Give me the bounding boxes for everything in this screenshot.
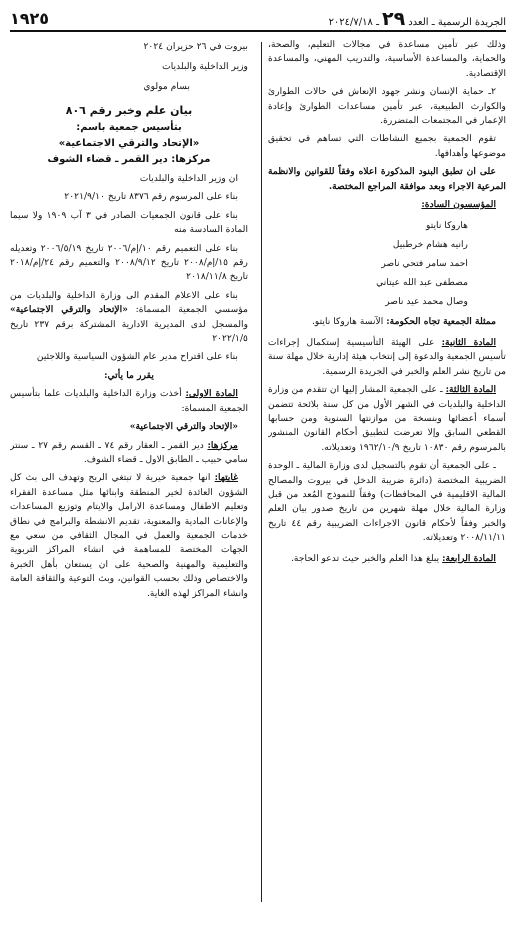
- paragraph: بناء على التعميم رقم ١٠/إم/٢٠٠٦ تاريخ ٢٠٠٦/٥/١٩ وتعديله رقم ١٥/إم/٢٠٠٨ تاريخ ٢٠٠٨/٩/١٢ والتعميم رقم ٢٤/إم/٢٠١٨ تاريخ ٢٠١٨/١١/٨: [10, 242, 248, 283]
- gov-rep-name: الآنسة هاروكا نايتو.: [311, 316, 384, 328]
- hq-text: دير القمر ـ العقار رقم ٧٤ ـ القسم رقم ٢٧ ـ سنتر سامي حبيب ـ الطابق الاول ـ قضاء الشوف.: [10, 439, 248, 465]
- header-date: ـ ٢٠٢٤/٧/١٨: [328, 17, 380, 28]
- issue-number: ٢٩: [382, 8, 406, 30]
- article-2: [268, 336, 506, 379]
- paragraph: بناء على اقتراح مدير عام الشؤون السياسية واللاجئين: [36, 351, 238, 363]
- association-name-inline: «الإتحاد والترقي الاجتماعية»: [129, 421, 238, 433]
- list-item: هاروكا نايتو: [425, 220, 468, 232]
- article-label: المادة الثالثة:: [445, 384, 496, 396]
- text: والمسجل لدى المديرية الادارية المشتركة برقم ٢٣٧ تاريخ ٢٠٢٢/١/٥: [10, 318, 248, 345]
- paragraph: تقوم الجمعية بجميع النشاطات التي تساهم في تحقيق موضوعها وأهدافها.: [268, 133, 506, 159]
- article-text: يبلغ هذا العلم والخبر حيث تدعو الحاجة.: [291, 552, 440, 564]
- paragraph: ٢ـ حماية الإنسان ونشر جهود الإنعاش في حالات الطوارئ والكوارث الطبيعية، عبر تأمين مساعدات الطوارئ وإعادة الإعمار في المجتمعات المتضررة.: [268, 86, 506, 127]
- hq-paragraph: [10, 439, 248, 468]
- goal-text: انها جمعية خيرية لا تبتغي الربح وتهدف الى بث كل الشؤون العائدة لخير المنطقة وابنائها مثل مساعدة الفقراء وتعليم الاطفال ومساعدة الارامل والايتام وتوزيع المساعدات والإعانات المادية والمعنوية، تقديم الانشطة والبرامج في نطاق خدمات الجمعية والعمل في المجال الثقافي من سعي مع الجهات المختصة للمساهمة في انشاء المراكز التربوية والتعليمية والمهنية والصحية على ان يستعان بأهل الخبرة والاختصاص وذلك بحسب القوانين، وبث التوعية والثقافة العامة وانشاء المراكز لهذه الغاية.: [10, 472, 248, 599]
- text: بناء على الاعلام المقدم الى وزارة الداخلية والبلديات من مؤسسي الجمعية المسماة:: [10, 289, 248, 316]
- article-text: على الهيئة التأسيسية إستكمال إجراءات تأسيس الجمعية والدعوة إلى إنتخاب هيئة إدارية خلال مهلة سنة من تاريخ نشر العلم والخبر في الجريدة الرسمية.: [268, 336, 506, 377]
- article-4: [268, 552, 506, 566]
- declaration-title: بيان علم وخبر رقم ٨٠٦: [65, 104, 193, 117]
- gov-rep: [268, 315, 506, 329]
- header-title-block: [329, 10, 506, 28]
- paragraph: بناء على قانون الجمعيات الصادر في ٣ آب ١٩٠٩ ولا سيما المادة السادسة منه: [10, 209, 248, 236]
- list-item: وصال محمد عيد ناصر: [385, 296, 468, 308]
- columns: [10, 38, 506, 928]
- article-label: المادة الثانية:: [441, 336, 497, 348]
- paragraph: [10, 289, 248, 347]
- founders-list: [268, 216, 506, 311]
- declaration-subtitle: بتأسيس جمعية باسم:: [76, 122, 182, 133]
- gov-rep-label: ممثلة الجمعية تجاه الحكومة:: [386, 316, 496, 328]
- article-label: المادة الاولى:: [185, 388, 238, 400]
- minister-name: بسام مولوي: [143, 81, 190, 92]
- paragraph: بناء على المرسوم رقم ٨٣٧٦ تاريخ ٢٠٢١/٩/١٠: [64, 191, 238, 203]
- article-3: [268, 383, 506, 455]
- association-name: «الإتحاد والترقي الاجتماعية»: [58, 138, 200, 149]
- article-label: المادة الرابعة:: [442, 552, 496, 564]
- paragraph: ان وزير الداخلية والبلديات: [139, 173, 238, 184]
- signature-block: [10, 38, 248, 95]
- decides: يقرر ما يأتي:: [104, 369, 154, 381]
- column-divider: [261, 42, 262, 902]
- founders-title: المؤسسون السادة:: [421, 199, 496, 211]
- association-name-inline: «الإتحاد والترقي الاجتماعية»: [10, 304, 128, 316]
- right-column: [268, 38, 506, 928]
- paragraph: وذلك عبر تأمين مساعدة في مجالات التعليم، والصحة، والحماية، والمساعدة الأساسية، والتدريب المهني، والمساعدة الإقتصادية.: [268, 39, 506, 79]
- hq-label: مركزها:: [207, 439, 238, 451]
- minister-title: وزير الداخلية والبلديات: [162, 61, 248, 72]
- article-3-cont: ـ على الجمعية أن تقوم بالتسجيل لدى وزارة المالية ـ الوحدة الضريبية المختصة (دائرة ضريبة الدخل في بيروت والمصالح المالية الاقليمية في المحافظات) وفقاً للنموذج المُعد من قبل وزارة المالية خلال مهلة شهرين من تاريخ صدور بيان العلم والخبر وفقاً لأحكام قانون الاجراءات الضريبية رقم ٤٤ تاريخ ٢٠٠٨/١١/١١ وتعديلاته.: [268, 460, 506, 544]
- list-item: مصطفى عبد الله عيتاني: [376, 277, 468, 289]
- page-number: ١٩٢٥: [10, 9, 50, 28]
- article-text: ـ على الجمعية المشار إليها ان تتقدم من وزارة الداخلية والبلديات في الشهر الأول من كل سنة بلائحة تتضمن أسماء أعضائها وبنسخة من موازنتها السنوية ومن حسابها القطعي السابق وإلا تعرضت لتطبيق أحكام القانون المنشور بالمرسوم رقم ١٠٨٣٠ تاريخ ١٩٦٢/١٠/٩ وتعديلاته.: [268, 384, 506, 453]
- association-hq: مركزها: دير القمر ـ قضاء الشوف: [47, 154, 211, 165]
- place-date: بيروت في ٢٦ حزيران ٢٠٢٤: [143, 41, 248, 52]
- list-item: احمد سامر فتحي ناصر: [381, 258, 468, 270]
- left-column: [10, 38, 248, 928]
- list-item: رانيه هشام خرطبيل: [392, 239, 468, 251]
- goal-label: غايتها:: [214, 472, 239, 484]
- article-1: [10, 387, 248, 416]
- paragraph-bold: على ان تطبق البنود المذكورة اعلاه وفقاً للقوانين والانظمة المرعية الاجراء وبعد موافقة المراجع المختصة.: [268, 166, 506, 192]
- header-title: الجريدة الرسمية ـ العدد: [408, 17, 506, 28]
- goal-paragraph: [10, 471, 248, 601]
- page-header: [10, 6, 506, 32]
- article-text: أخذت وزارة الداخلية والبلديات علما بتأسيس الجمعية المسماة:: [10, 388, 248, 414]
